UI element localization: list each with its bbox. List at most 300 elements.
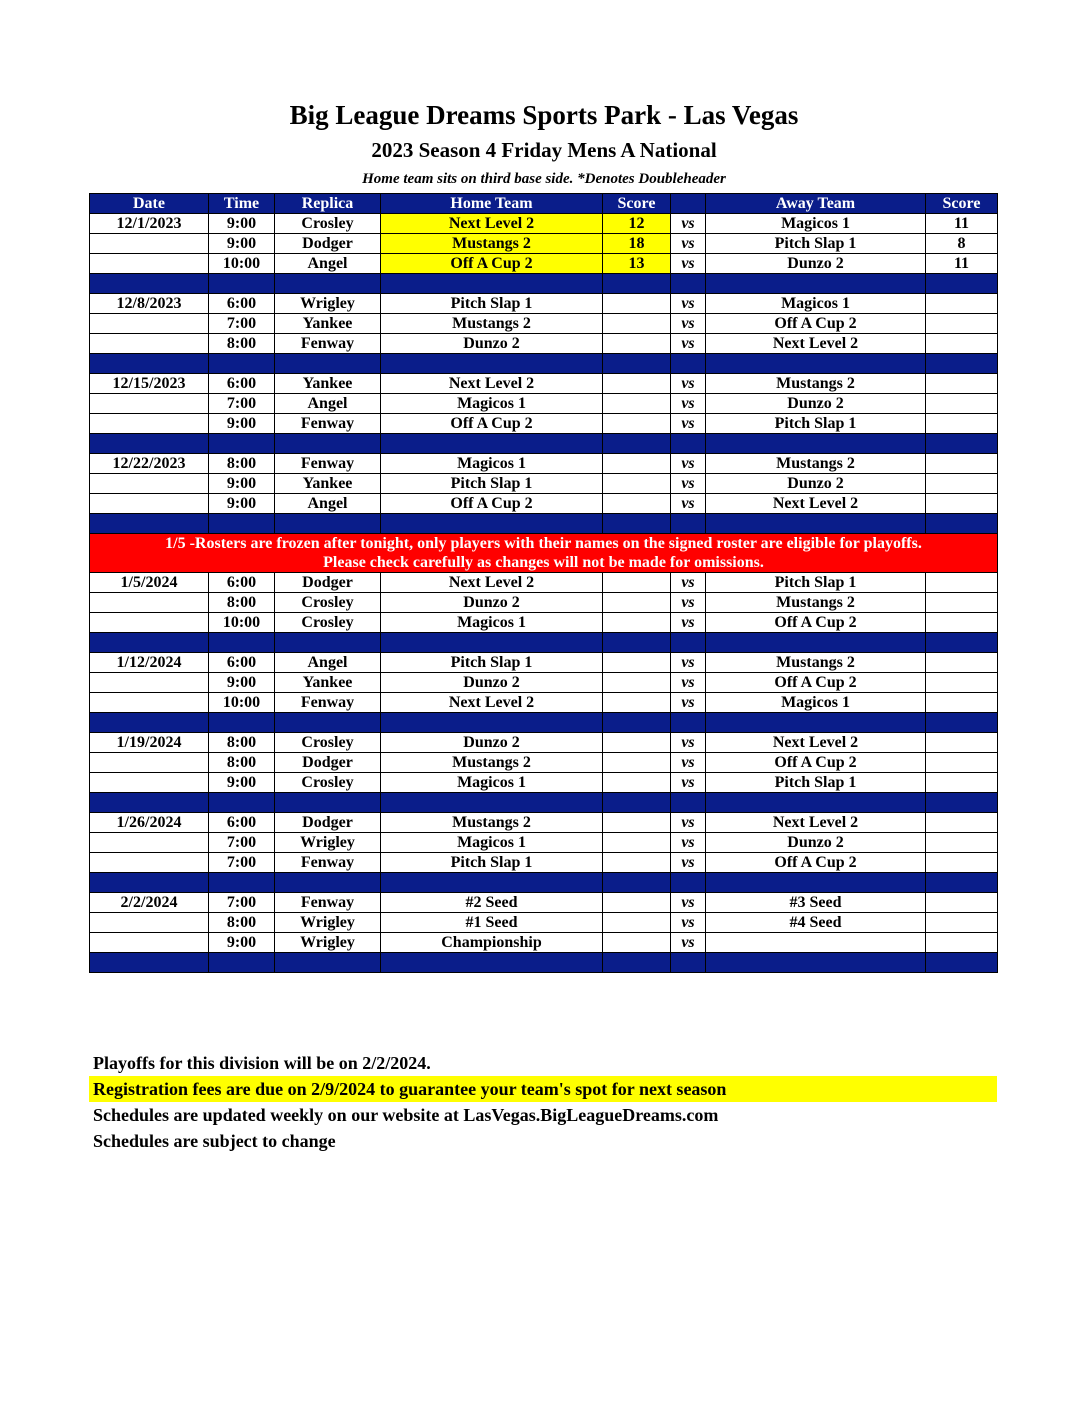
separator-cell	[381, 793, 603, 813]
separator-cell	[671, 354, 706, 374]
home-score	[603, 573, 671, 593]
game-time: 8:00	[209, 334, 275, 354]
game-replica: Dodger	[275, 753, 381, 773]
game-date	[90, 913, 209, 933]
away-team: Off A Cup 2	[706, 673, 926, 693]
separator-cell	[381, 633, 603, 653]
game-row	[90, 653, 998, 673]
home-score	[603, 454, 671, 474]
home-score	[603, 414, 671, 434]
game-row	[90, 214, 998, 234]
home-team: Magicos 1	[381, 454, 603, 474]
game-date: 1/12/2024	[90, 653, 209, 673]
away-team: Off A Cup 2	[706, 314, 926, 334]
separator-cell	[209, 953, 275, 973]
separator-cell	[603, 873, 671, 893]
page-title: Big League Dreams Sports Park - Las Vegas	[289, 100, 799, 130]
week-separator	[90, 434, 998, 454]
home-team: Off A Cup 2	[381, 494, 603, 514]
separator-cell	[706, 713, 926, 733]
week-separator	[90, 514, 998, 534]
separator-cell	[603, 633, 671, 653]
home-score	[603, 494, 671, 514]
away-team: Dunzo 2	[706, 254, 926, 274]
game-replica: Fenway	[275, 693, 381, 713]
separator-cell	[603, 354, 671, 374]
home-team: Pitch Slap 1	[381, 294, 603, 314]
game-date	[90, 494, 209, 514]
separator-cell	[209, 434, 275, 454]
registration-note: Registration fees are due on 2/9/2024 to guarantee your team's spot for next season	[89, 1076, 997, 1102]
away-score	[926, 314, 998, 334]
away-team: Dunzo 2	[706, 474, 926, 494]
game-row	[90, 374, 998, 394]
game-replica: Fenway	[275, 454, 381, 474]
separator-cell	[90, 633, 209, 653]
separator-cell	[381, 953, 603, 973]
home-team: Off A Cup 2	[381, 414, 603, 434]
separator-cell	[381, 873, 603, 893]
game-replica: Yankee	[275, 314, 381, 334]
separator-cell	[90, 873, 209, 893]
separator-cell	[671, 514, 706, 534]
vs-label: vs	[671, 414, 706, 434]
home-team: Mustangs 2	[381, 753, 603, 773]
away-team: Magicos 1	[706, 294, 926, 314]
game-replica: Yankee	[275, 673, 381, 693]
week-separator	[90, 354, 998, 374]
separator-cell	[706, 953, 926, 973]
home-score	[603, 334, 671, 354]
vs-label: vs	[671, 853, 706, 873]
away-score	[926, 773, 998, 793]
away-team: #4 Seed	[706, 913, 926, 933]
separator-cell	[603, 434, 671, 454]
game-date	[90, 933, 209, 953]
home-score	[603, 773, 671, 793]
away-team: Pitch Slap 1	[706, 414, 926, 434]
game-replica: Angel	[275, 653, 381, 673]
away-score	[926, 374, 998, 394]
separator-cell	[671, 713, 706, 733]
game-date: 1/5/2024	[90, 573, 209, 593]
game-replica: Dodger	[275, 573, 381, 593]
home-score	[603, 753, 671, 773]
separator-cell	[209, 713, 275, 733]
game-date	[90, 833, 209, 853]
game-time: 7:00	[209, 853, 275, 873]
home-team: Championship	[381, 933, 603, 953]
game-row	[90, 254, 998, 274]
vs-label: vs	[671, 913, 706, 933]
separator-cell	[706, 873, 926, 893]
away-team: Mustangs 2	[706, 454, 926, 474]
home-team: Mustangs 2	[381, 314, 603, 334]
game-date	[90, 334, 209, 354]
away-score	[926, 414, 998, 434]
away-score	[926, 573, 998, 593]
game-time: 9:00	[209, 414, 275, 434]
vs-label: vs	[671, 593, 706, 613]
away-team: Magicos 1	[706, 214, 926, 234]
away-score	[926, 733, 998, 753]
game-date	[90, 613, 209, 633]
game-time: 8:00	[209, 733, 275, 753]
game-time: 7:00	[209, 893, 275, 913]
home-team: Dunzo 2	[381, 673, 603, 693]
game-replica: Angel	[275, 494, 381, 514]
game-time: 10:00	[209, 254, 275, 274]
separator-cell	[90, 274, 209, 294]
away-score	[926, 494, 998, 514]
away-team	[706, 933, 926, 953]
away-score	[926, 673, 998, 693]
home-score	[603, 693, 671, 713]
separator-cell	[926, 274, 998, 294]
vs-label: vs	[671, 773, 706, 793]
game-date: 2/2/2024	[90, 893, 209, 913]
game-date	[90, 773, 209, 793]
separator-cell	[209, 633, 275, 653]
home-score	[603, 733, 671, 753]
game-date	[90, 394, 209, 414]
col-header-time: Time	[209, 194, 275, 214]
roster-notice	[90, 534, 998, 573]
separator-cell	[926, 713, 998, 733]
home-team: Magicos 1	[381, 833, 603, 853]
separator-cell	[706, 633, 926, 653]
separator-cell	[926, 953, 998, 973]
game-time: 6:00	[209, 374, 275, 394]
game-date	[90, 673, 209, 693]
home-team: Dunzo 2	[381, 733, 603, 753]
game-row	[90, 913, 998, 933]
separator-cell	[275, 633, 381, 653]
separator-cell	[90, 793, 209, 813]
home-team: Mustangs 2	[381, 234, 603, 254]
away-score	[926, 613, 998, 633]
game-date	[90, 753, 209, 773]
separator-cell	[275, 713, 381, 733]
home-score	[603, 374, 671, 394]
separator-cell	[90, 514, 209, 534]
schedule-table	[89, 193, 998, 973]
away-score: 8	[926, 234, 998, 254]
game-time: 9:00	[209, 234, 275, 254]
game-row	[90, 773, 998, 793]
game-date: 12/8/2023	[90, 294, 209, 314]
away-score	[926, 853, 998, 873]
notice-row	[90, 534, 998, 573]
home-team: Off A Cup 2	[381, 254, 603, 274]
game-row	[90, 494, 998, 514]
separator-cell	[706, 793, 926, 813]
away-team: #3 Seed	[706, 893, 926, 913]
separator-cell	[275, 274, 381, 294]
vs-label: vs	[671, 454, 706, 474]
vs-label: vs	[671, 573, 706, 593]
separator-cell	[926, 354, 998, 374]
away-score	[926, 913, 998, 933]
game-time: 8:00	[209, 593, 275, 613]
separator-cell	[706, 514, 926, 534]
vs-label: vs	[671, 394, 706, 414]
game-replica: Wrigley	[275, 933, 381, 953]
home-score	[603, 294, 671, 314]
week-separator	[90, 873, 998, 893]
separator-cell	[209, 354, 275, 374]
separator-cell	[671, 873, 706, 893]
vs-label: vs	[671, 653, 706, 673]
vs-label: vs	[671, 673, 706, 693]
week-separator	[90, 953, 998, 973]
vs-label: vs	[671, 234, 706, 254]
game-row	[90, 234, 998, 254]
game-date	[90, 314, 209, 334]
game-row	[90, 613, 998, 633]
separator-cell	[671, 274, 706, 294]
separator-cell	[90, 713, 209, 733]
separator-cell	[926, 633, 998, 653]
game-time: 6:00	[209, 653, 275, 673]
vs-label: vs	[671, 613, 706, 633]
separator-cell	[706, 274, 926, 294]
game-date	[90, 414, 209, 434]
game-replica: Angel	[275, 254, 381, 274]
separator-cell	[926, 434, 998, 454]
game-replica: Crosley	[275, 214, 381, 234]
home-score	[603, 653, 671, 673]
schedule-body	[90, 214, 998, 973]
game-replica: Fenway	[275, 334, 381, 354]
game-row	[90, 314, 998, 334]
away-score	[926, 474, 998, 494]
game-date	[90, 474, 209, 494]
game-date	[90, 853, 209, 873]
separator-cell	[381, 713, 603, 733]
away-team: Pitch Slap 1	[706, 234, 926, 254]
game-row	[90, 414, 998, 434]
page-subtitle: 2023 Season 4 Friday Mens A National	[371, 138, 717, 162]
home-score: 13	[603, 254, 671, 274]
col-header-home-score: Score	[603, 194, 671, 214]
game-row	[90, 673, 998, 693]
separator-cell	[381, 274, 603, 294]
away-score	[926, 593, 998, 613]
separator-cell	[381, 514, 603, 534]
game-replica: Wrigley	[275, 833, 381, 853]
game-date	[90, 693, 209, 713]
game-replica: Fenway	[275, 414, 381, 434]
away-score	[926, 454, 998, 474]
game-time: 8:00	[209, 753, 275, 773]
vs-label: vs	[671, 733, 706, 753]
vs-label: vs	[671, 314, 706, 334]
vs-label: vs	[671, 214, 706, 234]
game-replica: Wrigley	[275, 913, 381, 933]
game-row	[90, 474, 998, 494]
game-date: 12/15/2023	[90, 374, 209, 394]
game-replica: Dodger	[275, 813, 381, 833]
game-date	[90, 254, 209, 274]
separator-cell	[926, 514, 998, 534]
home-score	[603, 933, 671, 953]
separator-cell	[275, 953, 381, 973]
separator-cell	[671, 953, 706, 973]
game-row	[90, 893, 998, 913]
home-score	[603, 474, 671, 494]
separator-cell	[671, 633, 706, 653]
separator-cell	[603, 793, 671, 813]
game-time: 7:00	[209, 394, 275, 414]
separator-cell	[381, 434, 603, 454]
home-team: Magicos 1	[381, 394, 603, 414]
separator-cell	[209, 793, 275, 813]
game-time: 8:00	[209, 454, 275, 474]
game-time: 7:00	[209, 833, 275, 853]
vs-label: vs	[671, 494, 706, 514]
col-header-date: Date	[90, 194, 209, 214]
game-date	[90, 593, 209, 613]
col-header-home-team: Home Team	[381, 194, 603, 214]
home-team: Pitch Slap 1	[381, 853, 603, 873]
away-team: Off A Cup 2	[706, 753, 926, 773]
game-time: 9:00	[209, 494, 275, 514]
game-date: 1/26/2024	[90, 813, 209, 833]
game-replica: Yankee	[275, 474, 381, 494]
game-date	[90, 234, 209, 254]
game-replica: Yankee	[275, 374, 381, 394]
away-team: Next Level 2	[706, 494, 926, 514]
away-team: Dunzo 2	[706, 394, 926, 414]
game-row	[90, 933, 998, 953]
game-replica: Crosley	[275, 773, 381, 793]
separator-cell	[275, 354, 381, 374]
vs-label: vs	[671, 813, 706, 833]
away-team: Mustangs 2	[706, 593, 926, 613]
home-score	[603, 314, 671, 334]
game-row	[90, 853, 998, 873]
away-team: Next Level 2	[706, 813, 926, 833]
separator-cell	[90, 953, 209, 973]
col-header-away-score: Score	[926, 194, 998, 214]
game-time: 6:00	[209, 813, 275, 833]
game-row	[90, 693, 998, 713]
home-score	[603, 893, 671, 913]
game-date: 12/1/2023	[90, 214, 209, 234]
home-score	[603, 613, 671, 633]
away-team: Mustangs 2	[706, 374, 926, 394]
home-team: Dunzo 2	[381, 593, 603, 613]
separator-cell	[706, 434, 926, 454]
game-row	[90, 833, 998, 853]
home-score: 18	[603, 234, 671, 254]
header-row	[90, 194, 998, 214]
separator-cell	[603, 514, 671, 534]
away-score	[926, 893, 998, 913]
away-score	[926, 833, 998, 853]
away-score	[926, 653, 998, 673]
vs-label: vs	[671, 933, 706, 953]
vs-label: vs	[671, 474, 706, 494]
separator-cell	[275, 793, 381, 813]
home-score	[603, 833, 671, 853]
game-replica: Wrigley	[275, 294, 381, 314]
separator-cell	[603, 274, 671, 294]
separator-cell	[381, 354, 603, 374]
home-score	[603, 813, 671, 833]
home-team: #1 Seed	[381, 913, 603, 933]
vs-label: vs	[671, 294, 706, 314]
home-team: Next Level 2	[381, 214, 603, 234]
separator-cell	[209, 514, 275, 534]
game-row	[90, 334, 998, 354]
separator-cell	[603, 953, 671, 973]
home-score	[603, 853, 671, 873]
roster-notice-line: Please check carefully as changes will not be made for omissions.	[323, 554, 764, 571]
away-score: 11	[926, 254, 998, 274]
home-team: Pitch Slap 1	[381, 474, 603, 494]
separator-cell	[275, 434, 381, 454]
week-separator	[90, 793, 998, 813]
home-team: Magicos 1	[381, 773, 603, 793]
home-score	[603, 593, 671, 613]
away-score: 11	[926, 214, 998, 234]
game-replica: Crosley	[275, 733, 381, 753]
separator-cell	[90, 434, 209, 454]
home-score	[603, 394, 671, 414]
game-time: 6:00	[209, 294, 275, 314]
separator-cell	[603, 713, 671, 733]
separator-cell	[209, 873, 275, 893]
away-score	[926, 693, 998, 713]
game-time: 10:00	[209, 693, 275, 713]
game-row	[90, 294, 998, 314]
game-row	[90, 733, 998, 753]
away-team: Mustangs 2	[706, 653, 926, 673]
change-note: Schedules are subject to change	[93, 1131, 336, 1151]
away-score	[926, 394, 998, 414]
game-time: 8:00	[209, 913, 275, 933]
game-date: 12/22/2023	[90, 454, 209, 474]
away-team: Magicos 1	[706, 693, 926, 713]
week-separator	[90, 633, 998, 653]
game-row	[90, 394, 998, 414]
vs-label: vs	[671, 693, 706, 713]
vs-label: vs	[671, 374, 706, 394]
game-replica: Fenway	[275, 893, 381, 913]
home-team: Next Level 2	[381, 693, 603, 713]
away-score	[926, 753, 998, 773]
game-time: 7:00	[209, 314, 275, 334]
roster-notice-line: 1/5 -Rosters are frozen after tonight, only players with their names on the signed roster are eligible for playoffs.	[165, 535, 922, 552]
home-team: Magicos 1	[381, 613, 603, 633]
away-score	[926, 334, 998, 354]
separator-cell	[275, 514, 381, 534]
game-time: 9:00	[209, 933, 275, 953]
away-team: Next Level 2	[706, 733, 926, 753]
away-team: Off A Cup 2	[706, 853, 926, 873]
game-row	[90, 573, 998, 593]
vs-label: vs	[671, 334, 706, 354]
game-replica: Fenway	[275, 853, 381, 873]
vs-label: vs	[671, 254, 706, 274]
vs-label: vs	[671, 893, 706, 913]
col-header-replica: Replica	[275, 194, 381, 214]
game-replica: Crosley	[275, 613, 381, 633]
home-team: Next Level 2	[381, 374, 603, 394]
game-time: 6:00	[209, 573, 275, 593]
